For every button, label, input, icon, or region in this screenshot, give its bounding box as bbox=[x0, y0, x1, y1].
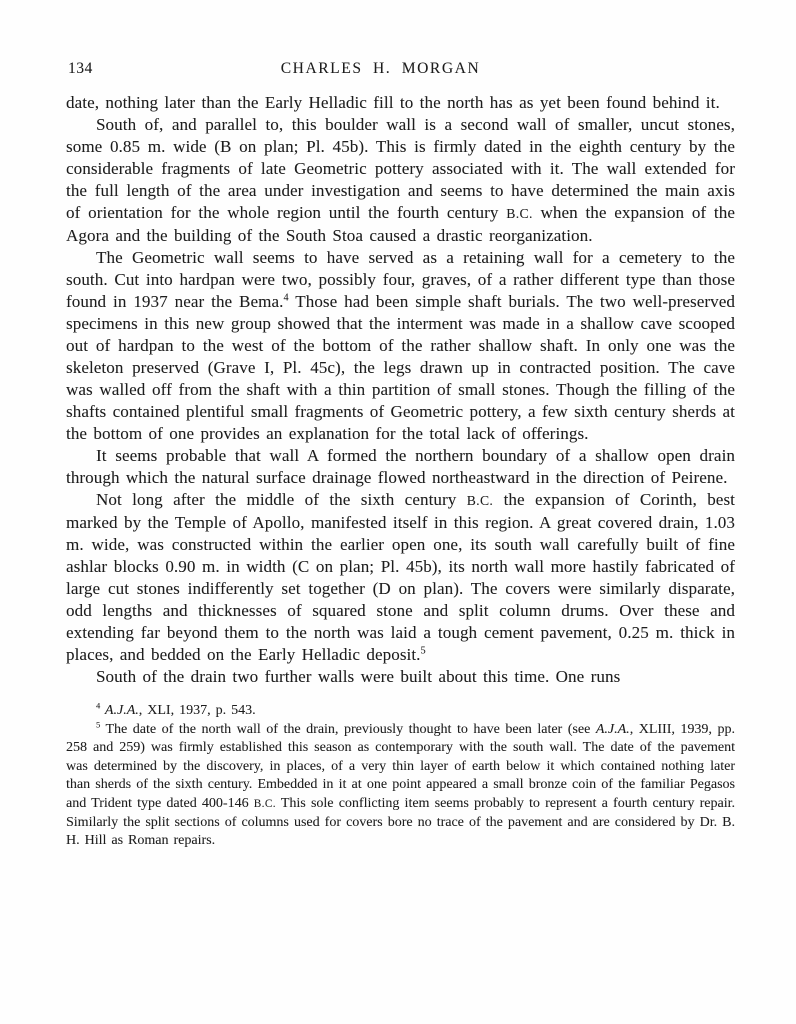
footnotes-section bbox=[66, 702, 735, 851]
journal-title-italic: A.J.A. bbox=[595, 721, 630, 737]
footnote-4-text: , XLI, 1937, p. 543. bbox=[138, 703, 256, 718]
footnote-5-text: The date of the north wall of the drain, previously thought to have been later (see bbox=[100, 721, 596, 737]
paragraph-1 bbox=[66, 92, 735, 114]
paragraph-3 bbox=[66, 247, 735, 445]
paragraph-2-text: South of, and parallel to, this boulder wall is a second wall of smaller, uncut stones, some 0.85 m. wide (B on plan; Pl. 45b). This is firmly dated in the eighth century by the considerable fragments of late Geometric pottery associated with it. The wall extended for the full length of the area under investigation and seems to have determined the main axis of orientation for the whole region until the fourth century bbox=[66, 115, 735, 222]
running-head-author: CHARLES H. MORGAN bbox=[280, 60, 481, 77]
paragraph-3-text-cont: Those had been simple shaft burials. The two well-preserved specimens in this new group showed that the interment was made in a shallow cave scooped out of hardpan to the west of the bottom of the rather shallow shaft. In only one was the skeleton preserved (Grave I, Pl. 45c), the legs drawn up in contracted position. The cave was walled off from the shaft with a thin partition of small stones. Though the filling of the shafts contained plentiful small fragments of Geometric pottery, a few sixth century sherds at the bottom of one provides an explanation for the total lack of offerings. bbox=[66, 292, 735, 443]
footnote-5-marker: 5 bbox=[96, 719, 101, 729]
page-number: 134 bbox=[68, 60, 93, 77]
small-caps-bc: B.C. bbox=[253, 797, 276, 810]
paragraph-6 bbox=[66, 666, 735, 688]
paragraph-6-text: South of the drain two further walls were built about this time. One runs bbox=[96, 667, 621, 686]
paragraph-2-text-cont: when the expansion of the Agora and the building of the South Stoa caused a drastic reorganization. bbox=[66, 203, 735, 245]
footnote-4-marker: 4 bbox=[96, 701, 101, 711]
journal-title-italic: A.J.A. bbox=[100, 703, 139, 718]
footnote-5 bbox=[66, 721, 735, 851]
footnote-4 bbox=[66, 702, 735, 721]
page-header bbox=[66, 58, 735, 80]
article-body bbox=[66, 92, 735, 688]
footnote-5-text-cont: , XLIII, 1939, pp. 258 and 259) was firmly established this season as contemporary with the south wall. The date of the pavement was determined by the discovery, in places, of a very thin layer of earth below it which contained nothing later than sherds of the sixth century. Embedded in it at one point appeared a small bronze coin of the familiar Pegasos and Trident type dated 400-146 bbox=[66, 721, 735, 811]
paragraph-5-text: Not long after the middle of the sixth century bbox=[96, 490, 467, 509]
paragraph-4-text: It seems probable that wall A formed the northern boundary of a shallow open drain through which the natural surface drainage flowed northeastward in the direction of Peirene. bbox=[66, 446, 735, 487]
footnote-5-text-end: This sole conflicting item seems probably to represent a fourth century repair. Similarly the split sections of columns used for covers bore no trace of the pavement and are considered by Dr. B. H. Hill as Roman repairs. bbox=[66, 795, 736, 849]
paragraph-4 bbox=[66, 445, 735, 489]
paragraph-1-text: date, nothing later than the Early Helladic fill to the north has as yet been found behind it. bbox=[66, 93, 720, 112]
paragraph-5-text-cont: the expansion of Corinth, best marked by the Temple of Apollo, manifested itself in this region. A great covered drain, 1.03 m. wide, was constructed within the earlier open one, its south wall carefully built of fine ashlar blocks 0.90 m. in width (C on plan; Pl. 45b), its north wall more hastily fabricated of large cut stones indifferently set together (D on plan). The covers were similarly disparate, odd lengths and thicknesses of squared stone and split column drums. Over these and extending far beyond them to the north was laid a tough cement pavement, 0.25 m. thick in places, and bedded on the Early Helladic deposit. bbox=[66, 490, 735, 664]
small-caps-bc: B.C. bbox=[506, 206, 533, 221]
footnote-ref-4: 4 bbox=[283, 292, 289, 304]
paragraph-5 bbox=[66, 489, 735, 666]
paragraph-3-text: The Geometric wall seems to have served as a retaining wall for a cemetery to the south. Cut into hardpan were two, possibly four, graves, of a rather different type than those found in 1937 near the Bema. bbox=[66, 248, 735, 311]
small-caps-bc: B.C. bbox=[466, 493, 494, 508]
paragraph-2 bbox=[66, 114, 735, 247]
footnote-ref-5: 5 bbox=[420, 645, 426, 657]
